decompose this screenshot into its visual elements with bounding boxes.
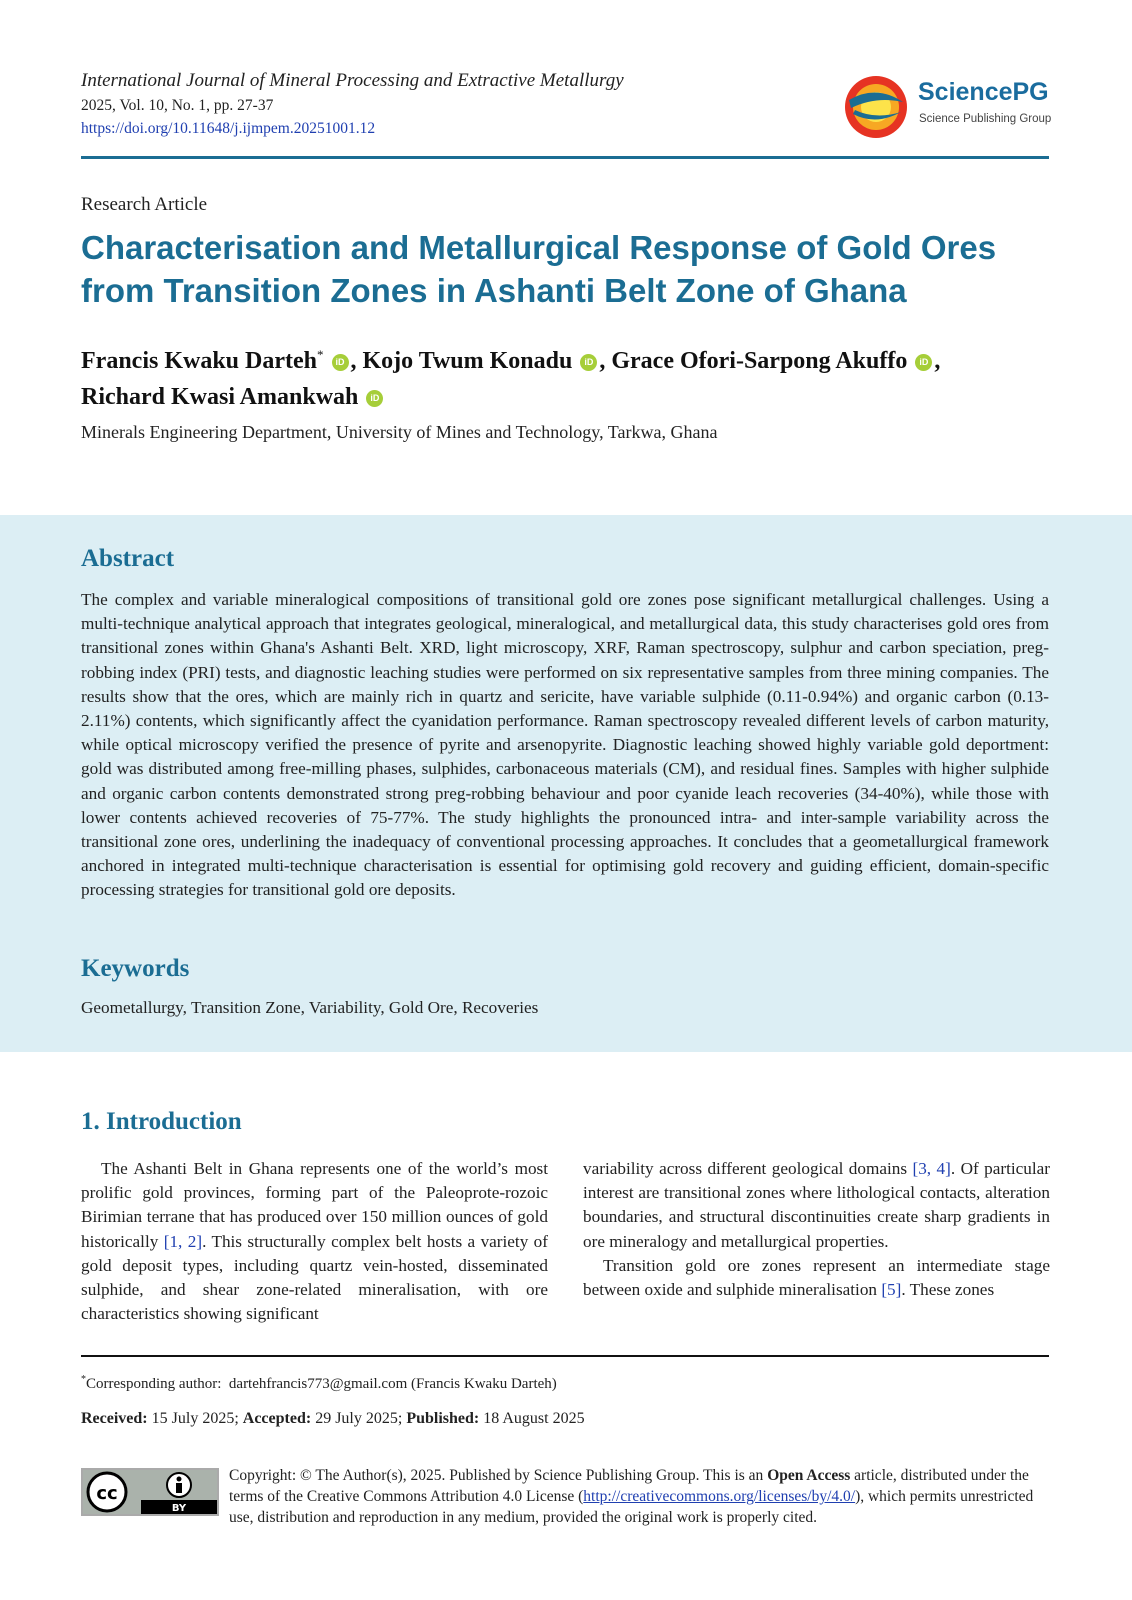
accepted-label: Accepted: xyxy=(242,1410,312,1427)
open-access-label: Open Access xyxy=(767,1467,851,1484)
copyright-text: ), which permits unrestricted use, distribution and reproduction in any medium, provided the original work is properly cited. xyxy=(229,1488,1034,1526)
corresponding-mark: * xyxy=(81,1374,86,1385)
title-line-1: Characterisation and Metallurgical Response of Gold Ores xyxy=(81,229,997,266)
published-label: Published: xyxy=(406,1410,480,1427)
author-name: Kojo Twum Konadu xyxy=(362,348,573,374)
intro-text: The Ashanti Belt in Ghana represents one of the world’s most prolific gold provinces, forming part of the Paleoprote-rozoic Birimian terrane that has produced over 150 million ounces of gold historically xyxy=(81,1159,548,1251)
author-list xyxy=(81,337,1061,415)
orcid-icon[interactable]: iD xyxy=(580,354,597,371)
intro-text: . These zones xyxy=(901,1280,995,1300)
citation-link[interactable]: [1, 2] xyxy=(163,1231,203,1251)
doi-link[interactable]: https://doi.org/10.11648/j.ijmpem.20251001.12 xyxy=(81,120,376,137)
title-line-2: from Transition Zones in Ashanti Belt Zone of Ghana xyxy=(81,272,907,309)
corresponding-author xyxy=(81,1374,557,1393)
author-name: Richard Kwasi Amankwah xyxy=(81,384,359,410)
intro-text: . This structurally complex belt hosts a variety of gold deposit types, including quartz vein-hosted, disseminated sulphide, and shear zone-related mineralisation, with ore characteristics showing significant xyxy=(81,1231,549,1324)
author-separator: , xyxy=(934,348,941,374)
intro-column-2 xyxy=(583,1157,1050,1302)
intro-text: . Of particular interest are transitional zones where lithological contacts, alteration boundaries, and structural discontinuities create sharp gradients in ore mineralogy and metallurgical properties. xyxy=(583,1159,1050,1251)
published-date: 18 August 2025 xyxy=(483,1410,585,1427)
corr-email[interactable]: dartehfrancis773@gmail.com (Francis Kwaku Darteh) xyxy=(228,1376,557,1392)
author-name: Grace Ofori-Sarpong Akuffo xyxy=(611,348,908,374)
copyright-notice xyxy=(229,1465,1049,1528)
volume-info: 2025, Vol. 10, No. 1, pp. 27-37 xyxy=(81,97,274,114)
license-link[interactable]: http://creativecommons.org/licenses/by/4.0/ xyxy=(583,1488,856,1505)
cc-by-license-icon[interactable] xyxy=(81,1468,219,1516)
sciencepg-logo-icon xyxy=(843,74,909,140)
abstract-heading: Abstract xyxy=(81,545,175,572)
keywords-heading: Keywords xyxy=(81,955,190,982)
sciencepg-logo[interactable] xyxy=(843,74,1053,140)
abstract-text: The complex and variable mineralogical compositions of transitional gold ore zones pose significant metallurgical challenges. Using a multi-technique analytical approach that integrates geological, mineralogical, and metallurgical data, this study characterises gold ores from transitional zones within Ghana's Ashanti Belt. XRD, light microscopy, XRF, Raman spectroscopy, sulphur and carbon speciation, preg-robbing index (PRI) tests, and diagnostic leaching studies were performed on six representative samples from three mining companies. The results show that the ores, which are mainly rich in quartz and sericite, have variable sulphide (0.11-0.94%) and organic carbon (0.13-2.11%) contents, which significantly affect the cyanidation performance. Raman spectroscopy revealed different levels of carbon maturity, while optical microscopy verified the presence of pyrite and arsenopyrite. Diagnostic leaching showed highly variable gold deportment: gold was distributed among free-milling phases, sulphides, carbonaceous materials (CM), and residual fines. Samples with higher sulphide and organic carbon contents demonstrated strong preg-robbing behaviour and poor cyanide leach recoveries (34-40%), while those with lower contents achieved recoveries of 75-77%. The study highlights the pronounced intra- and inter-sample variability across the transitional zone ores, underlining the inadequacy of conventional processing approaches. It concludes that a geometallurgical framework anchored in integrated multi-technique characterisation is essential for optimising gold recovery and guiding efficient, domain-specific processing strategies for transitional gold ore deposits. xyxy=(81,590,1049,900)
intro-text: Transition gold ore zones represent an intermediate stage between oxide and sulphide mineralisation xyxy=(583,1255,1050,1300)
citation-link[interactable]: [5] xyxy=(881,1280,902,1300)
received-date: 15 July 2025; xyxy=(151,1410,239,1427)
orcid-icon[interactable]: iD xyxy=(915,354,932,371)
header-divider xyxy=(81,156,1049,159)
logo-subtitle: Science Publishing Group xyxy=(919,113,1052,125)
cc-text: cc xyxy=(96,1483,118,1504)
keywords-text: Geometallurgy, Transition Zone, Variability, Gold Ore, Recoveries xyxy=(81,998,539,1017)
copyright-text: article, distributed under the terms of the Creative Commons Attribution 4.0 License ( xyxy=(229,1467,1029,1505)
citation-link[interactable]: [3, 4] xyxy=(912,1159,951,1178)
intro-heading: 1. Introduction xyxy=(81,1108,242,1135)
intro-paragraph xyxy=(583,1254,1050,1302)
accepted-date: 29 July 2025; xyxy=(315,1410,403,1427)
journal-name: International Journal of Mineral Processing and Extractive Metallurgy xyxy=(81,70,624,91)
author-separator: , xyxy=(350,348,363,374)
orcid-icon[interactable]: iD xyxy=(366,390,383,407)
received-label: Received: xyxy=(81,1410,148,1427)
intro-paragraph xyxy=(583,1157,1050,1254)
by-text: BY xyxy=(171,1503,187,1514)
article-title xyxy=(81,226,1051,312)
cc-by-icon xyxy=(83,1470,217,1514)
copyright-text: Copyright: © The Author(s), 2025. Published by Science Publishing Group. This is an xyxy=(229,1467,768,1484)
publication-dates xyxy=(81,1410,585,1428)
author-name: Francis Kwaku Darteh xyxy=(81,348,317,374)
corresponding-mark: * xyxy=(317,347,324,362)
logo-name: SciencePG xyxy=(918,78,1049,106)
intro-column-1 xyxy=(81,1157,548,1326)
intro-text: variability across different geological domains xyxy=(583,1159,913,1178)
author-separator: , xyxy=(599,348,612,374)
article-type: Research Article xyxy=(81,194,208,215)
corr-label: Corresponding author: xyxy=(86,1376,222,1392)
affiliation: Minerals Engineering Department, University of Mines and Technology, Tarkwa, Ghana xyxy=(81,422,718,442)
footnote-divider xyxy=(81,1355,1049,1357)
orcid-icon[interactable]: iD xyxy=(332,354,349,371)
